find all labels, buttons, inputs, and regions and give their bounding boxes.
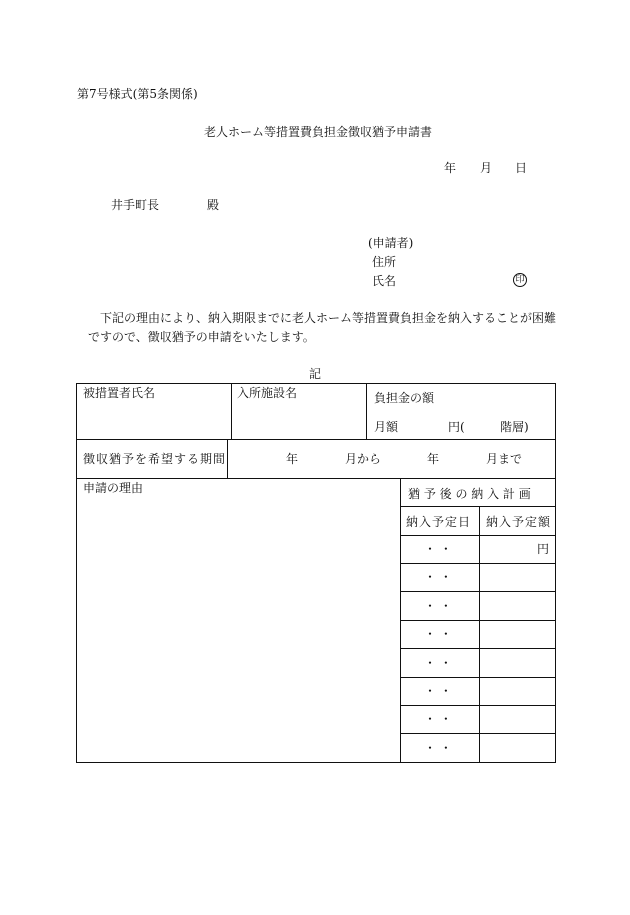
ki-heading: 記 — [309, 367, 322, 381]
period-from-year: 年 — [286, 452, 299, 466]
applicant-label: (申請者) — [368, 236, 414, 250]
seal-icon: 印 — [513, 273, 527, 287]
deferral-period-label: 徴収猶予を希望する期間 — [83, 452, 227, 466]
due-date-header: 納入予定日 — [406, 515, 472, 529]
date-month-label: 月 — [480, 161, 493, 175]
date-year-label: 年 — [444, 161, 457, 175]
form-number: 第7号様式(第5条関係) — [77, 87, 198, 101]
date-day-label: 日 — [515, 161, 528, 175]
due-amount-header: 納入予定額 — [486, 515, 552, 529]
body-line-1: 下記の理由により、納入期限までに老人ホーム等措置費負担金を納入することが困難 — [100, 311, 557, 325]
plan-row-date-dots: ・ ・ — [424, 656, 452, 670]
recipient-name-label: 被措置者氏名 — [83, 386, 156, 400]
yen-open-label: 円( — [448, 420, 465, 434]
monthly-amount-label: 月額 — [374, 420, 399, 434]
period-to-year: 年 — [427, 452, 440, 466]
plan-row-date-dots: ・ ・ — [424, 741, 452, 755]
addressee-honorific: 殿 — [207, 198, 220, 212]
period-from-month: 月から — [345, 452, 382, 466]
burden-amount-label: 負担金の額 — [374, 391, 435, 405]
addressee-name: 井手町長 — [111, 198, 160, 212]
plan-row-date-dots: ・ ・ — [424, 570, 452, 584]
facility-name-label: 入所施設名 — [237, 386, 298, 400]
body-line-2: ですので、徴収猶予の申請をいたします。 — [88, 330, 315, 344]
period-to-month: 月まで — [486, 452, 523, 466]
plan-header: 猶 予 後 の 納 入 計 画 — [408, 487, 531, 501]
plan-row-date-dots: ・ ・ — [424, 542, 452, 556]
tier-close-label: 階層) — [500, 420, 529, 434]
plan-row-date-dots: ・ ・ — [424, 712, 452, 726]
plan-row-date-dots: ・ ・ — [424, 684, 452, 698]
page-title: 老人ホーム等措置費負担金徴収猶予申請書 — [204, 125, 433, 139]
reason-label: 申請の理由 — [83, 481, 144, 495]
plan-row-date-dots: ・ ・ — [424, 627, 452, 641]
applicant-address-label: 住所 — [372, 255, 397, 269]
applicant-name-label: 氏名 — [372, 274, 397, 288]
plan-row-yen-unit: 円 — [537, 542, 550, 556]
plan-row-date-dots: ・ ・ — [424, 599, 452, 613]
